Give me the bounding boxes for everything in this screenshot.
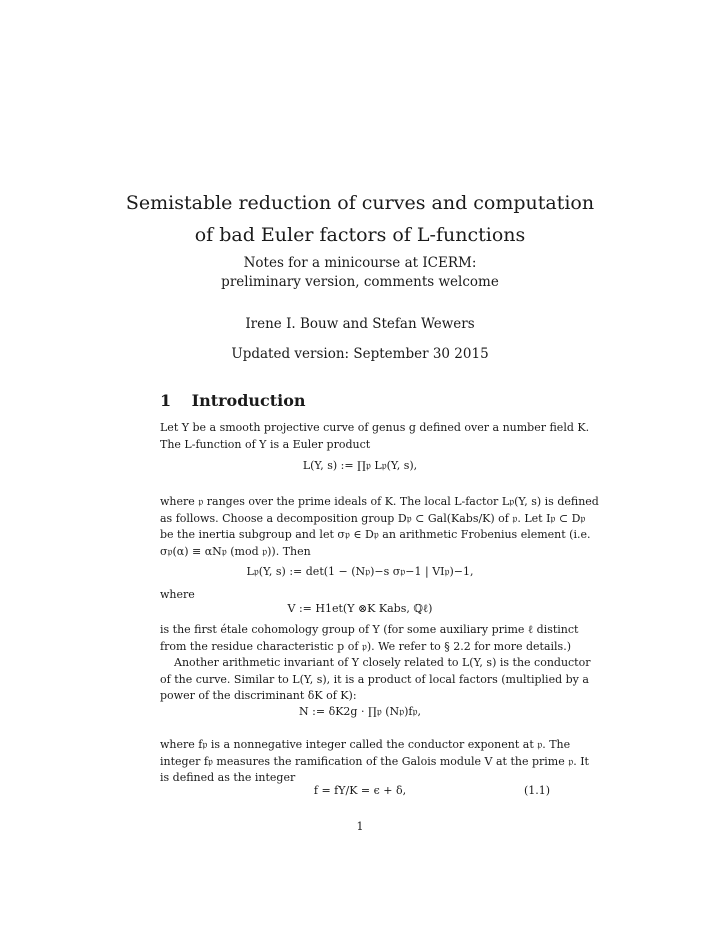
body-line: is the first étale cohomology group of Y (for some auxiliary prime ℓ distinct: [160, 623, 579, 636]
equation-conductor: N := δK2g · ∏𝔭 (N𝔭)f𝔭,: [299, 705, 421, 718]
paragraph-5: [160, 737, 589, 787]
title-line-2: of bad Euler factors of L-functions: [194, 224, 526, 246]
subtitle-line-1: Notes for a minicourse at ICERM:: [243, 255, 477, 271]
body-line: is defined as the integer: [160, 771, 296, 784]
body-line: Let Y be a smooth projective curve of genus g defined over a number field K.: [160, 421, 590, 434]
date-line: Updated version: September 30 2015: [231, 346, 489, 362]
paper-title: [0, 187, 720, 251]
authors: Irene I. Bouw and Stefan Wewers: [245, 316, 475, 332]
paragraph-3: [160, 622, 579, 655]
body-line: as follows. Choose a decomposition group D𝔭 ⊂ Gal(Kabs/K) of 𝔭. Let I𝔭 ⊂ D𝔭: [160, 511, 586, 525]
equation-conductor-exponent: f = fY/K = ϵ + δ,: [313, 784, 407, 797]
where-label: where: [160, 588, 195, 601]
section-heading: [160, 391, 306, 410]
subtitle-line-2: preliminary version, comments welcome: [221, 274, 499, 290]
body-line: of the curve. Similar to L(Y, s), it is a product of local factors (multiplied by a: [160, 672, 589, 686]
equation-cohomology: V := H1et(Y ⊗K Kabs, ℚℓ): [287, 602, 433, 615]
equation-number: (1.1): [524, 784, 551, 797]
body-line: integer f𝔭 measures the ramification of the Galois module V at the prime 𝔭. It: [160, 754, 589, 768]
body-line: σ𝔭(α) ≡ αN𝔭 (mod 𝔭)). Then: [160, 544, 311, 558]
paragraph-2: [160, 494, 599, 560]
body-line: where 𝔭 ranges over the prime ideals of K. The local L-factor L𝔭(Y, s) is defined: [160, 495, 599, 508]
body-line: The L-function of Y is a Euler product: [160, 437, 371, 451]
equation-local-factor: L𝔭(Y, s) := det(1 − (N𝔭)−s σ𝔭−1 | VI𝔭)−1,: [246, 565, 474, 578]
body-line: from the residue characteristic p of 𝔭). We refer to § 2.2 for more details.): [160, 639, 571, 653]
equation-l-function: L(Y, s) := ∏𝔭 L𝔭(Y, s),: [302, 459, 418, 472]
body-line: power of the discriminant δK of K):: [160, 689, 357, 702]
body-line: where f𝔭 is a nonnegative integer called the conductor exponent at 𝔭. The: [160, 738, 571, 751]
paragraph-4: [160, 655, 591, 705]
page-number: 1: [356, 820, 364, 833]
section-title: Introduction: [191, 391, 306, 410]
title-line-1: Semistable reduction of curves and computation: [125, 192, 595, 214]
section-number: 1: [160, 391, 172, 410]
body-line: Another arithmetic invariant of Y closely related to L(Y, s) is the conductor: [174, 656, 591, 669]
paper-subtitle: [0, 254, 720, 292]
paragraph-1: [160, 420, 590, 453]
body-line: be the inertia subgroup and let σ𝔭 ∈ D𝔭 an arithmetic Frobenius element (i.e.: [160, 528, 591, 541]
